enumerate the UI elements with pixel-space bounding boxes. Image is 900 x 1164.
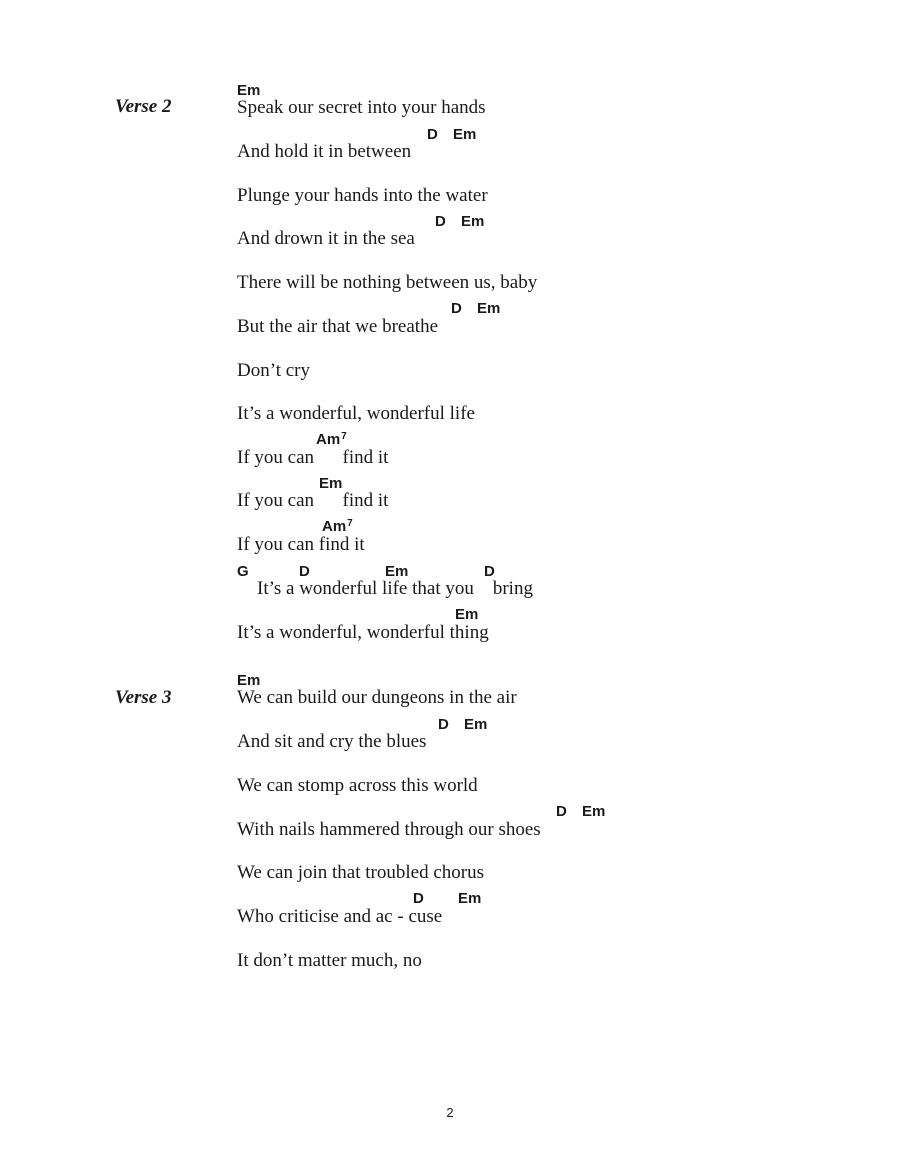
lyric-line: And hold it in between [237, 141, 412, 162]
chord: Am$^7$ [322, 518, 353, 535]
chord: D [484, 563, 495, 580]
lyric-line: Who criticise and ac - cuse [237, 906, 443, 927]
section-label-verse-2: Verse 2 [115, 96, 172, 117]
lyric-line: Speak our secret into your hands [237, 97, 486, 118]
lyric-line: It don’t matter much, no [237, 950, 422, 971]
lyric-line: It’s a wonderful, wonderful thing [237, 622, 489, 643]
lyric-line: Don’t cry [237, 360, 310, 381]
lyric-line: We can stomp across this world [237, 775, 478, 796]
chord: D [438, 716, 449, 733]
chord: Em [477, 300, 501, 317]
lyric-line: And sit and cry the blues [237, 731, 427, 752]
chord: G [237, 563, 249, 580]
lyric-line: With nails hammered through our shoes [237, 819, 541, 840]
chord: D [413, 890, 424, 907]
lyric-line: But the air that we breathe [237, 316, 439, 337]
chord: Em [319, 475, 343, 492]
chord: Em [237, 672, 261, 689]
lyric-line: We can join that troubled chorus [237, 862, 484, 883]
lyric-line: And drown it in the sea [237, 228, 415, 249]
section-label-verse-3: Verse 3 [115, 687, 172, 708]
lyric-line: It’s a wonderful, wonderful life [237, 403, 475, 424]
chord: D [435, 213, 446, 230]
chord: D [299, 563, 310, 580]
chord: D [427, 126, 438, 143]
chord: Am$^7$ [316, 431, 347, 448]
lyric-line: If you can find it [237, 490, 389, 511]
lyric-line: Plunge your hands into the water [237, 185, 488, 206]
chord: Em [385, 563, 409, 580]
chord: Em [455, 606, 479, 623]
chord: Em [582, 803, 606, 820]
chord: Em [461, 213, 485, 230]
chord: Em [237, 82, 261, 99]
chord: Em [464, 716, 488, 733]
lyric-line: We can build our dungeons in the air [237, 687, 517, 708]
lyric-line: There will be nothing between us, baby [237, 272, 538, 293]
chord: D [556, 803, 567, 820]
lyric-line: If you can find it [237, 534, 365, 555]
chord: Em [458, 890, 482, 907]
lyric-line: If you can find it [237, 447, 389, 468]
chord: Em [453, 126, 477, 143]
lyric-line: It’s a wonderful life that you bring [257, 578, 533, 599]
chord: D [451, 300, 462, 317]
page-number: 2 [446, 1105, 454, 1120]
